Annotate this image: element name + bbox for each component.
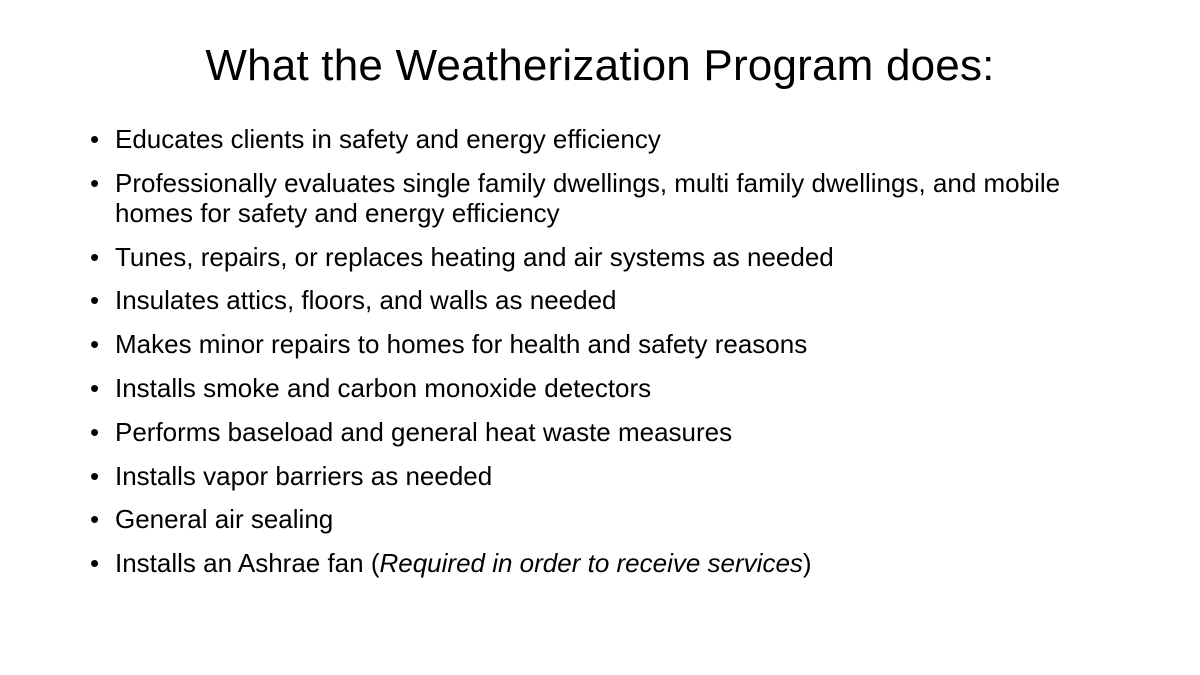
list-item-text: Insulates attics, floors, and walls as needed — [115, 285, 617, 316]
list-item-text: Performs baseload and general heat waste measures — [115, 416, 733, 447]
list-item — [90, 242, 1130, 272]
slide-title: What the Weatherization Program does: — [205, 41, 995, 90]
list-item-text: General air sealing — [115, 504, 334, 535]
list-item-text: Makes minor repairs to homes for health and safety reasons — [115, 329, 808, 360]
list-item-text: Professionally evaluates single family dwellings, multi family dwellings, and mobile homes for safety and energy efficiency — [115, 167, 1061, 228]
bullet-icon: • — [90, 548, 100, 579]
bullet-icon: • — [90, 416, 100, 447]
list-item-suffix: ) — [802, 548, 812, 579]
list-item-text: Installs an Ashrae fan ( — [115, 548, 380, 579]
list-item — [90, 124, 1130, 154]
list-item-text: Educates clients in safety and energy efficiency — [115, 124, 661, 154]
list-item — [90, 417, 1130, 447]
bullet-icon: • — [90, 460, 100, 491]
list-item — [90, 168, 1130, 228]
list-item-text: Tunes, repairs, or replaces heating and air systems as needed — [115, 241, 834, 272]
bullet-icon: • — [90, 504, 100, 535]
bullet-list — [90, 124, 1130, 592]
list-item-text: Installs vapor barriers as needed — [115, 460, 493, 491]
requirement-note: Required in order to receive services — [379, 548, 803, 579]
bullet-icon: • — [90, 372, 100, 403]
list-item — [90, 461, 1130, 491]
list-item — [90, 373, 1130, 403]
list-item-text: Installs smoke and carbon monoxide detectors — [115, 372, 652, 403]
bullet-icon: • — [90, 329, 100, 360]
bullet-icon: • — [90, 124, 100, 154]
list-item — [90, 329, 1130, 359]
bullet-icon: • — [90, 241, 100, 272]
list-item — [90, 548, 1130, 578]
list-item — [90, 504, 1130, 534]
list-item — [90, 285, 1130, 315]
bullet-icon: • — [90, 167, 100, 198]
bullet-icon: • — [90, 285, 100, 316]
